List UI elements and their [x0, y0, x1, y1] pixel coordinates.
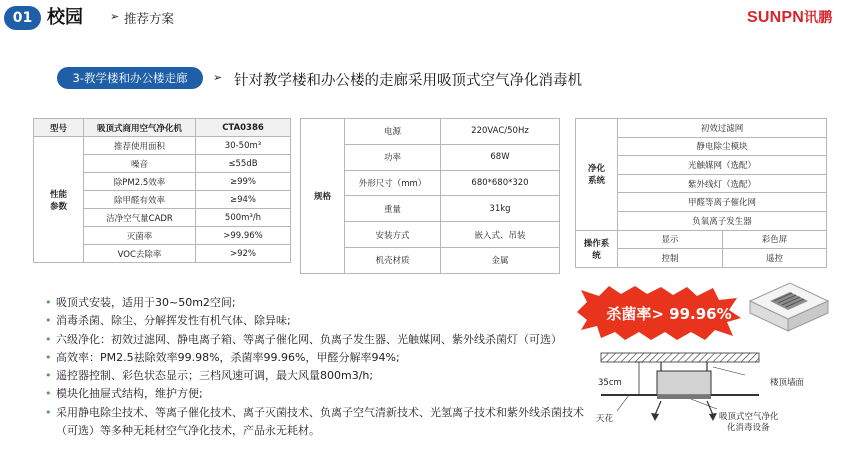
list-item: • 消毒杀菌、除尘、分解挥发性有机气体、除异味; — [45, 312, 595, 330]
arrow-icon: ➢ — [110, 10, 120, 23]
table-header-cell: 吸顶式商用空气净化机 — [84, 119, 196, 137]
spec-table — [300, 118, 560, 274]
param-name: VOC去除率 — [84, 245, 196, 263]
ops-name: 控制 — [618, 249, 723, 268]
ops-value: 遥控 — [723, 249, 827, 268]
param-name: 重量 — [345, 196, 441, 222]
air-purifier-device-image — [744, 279, 832, 341]
group-label: 净化 系统 — [576, 119, 618, 231]
section-number-badge: 01 — [4, 6, 41, 30]
list-item: • 吸顶式安装，适用于30~50m2空间; — [45, 294, 595, 312]
param-name: 机壳材质 — [345, 247, 441, 273]
table-header-cell: 型号 — [34, 119, 84, 137]
device-label-line1: 吸顶式空气净化 — [719, 412, 779, 422]
bullet-dot-icon: • — [45, 332, 52, 346]
bullet-dot-icon: • — [45, 405, 52, 419]
bullet-dot-icon: • — [45, 296, 52, 309]
table-row — [576, 119, 827, 138]
list-item: • 遥控器控制、彩色状态显示；三档风速可调，最大风量800m3/h; — [45, 367, 595, 385]
bullet-dot-icon: • — [45, 314, 52, 328]
group-label: 操作系 统 — [576, 230, 618, 267]
group-label: 性能 参数 — [34, 137, 84, 263]
purify-item: 初效过滤网 — [618, 119, 827, 138]
param-value: 680*680*320 — [441, 170, 560, 196]
performance-table — [33, 118, 291, 263]
purify-item: 光触媒网（选配） — [618, 156, 827, 175]
param-name: 除甲醛有效率 — [84, 191, 196, 209]
list-item: • 模块化抽屉式结构，维护方便; — [45, 385, 595, 403]
purify-item: 紫外线灯（选配） — [618, 174, 827, 193]
param-name: 洁净空气量CADR — [84, 209, 196, 227]
section-pill: 3-教学楼和办公楼走廊 — [57, 67, 203, 89]
param-value: 金属 — [441, 247, 560, 273]
brand-logo — [747, 7, 832, 27]
ceiling-label: 天花 — [596, 414, 614, 424]
param-value: 30-50m³ — [196, 137, 291, 155]
group-label: 规格 — [301, 119, 345, 274]
ops-value: 彩色屏 — [723, 230, 827, 249]
param-value: 500m³/h — [196, 209, 291, 227]
purify-item: 甲醛等离子催化网 — [618, 193, 827, 212]
section-title: 针对教学楼和办公楼的走廊采用吸顶式空气净化消毒机 — [234, 73, 582, 89]
param-value: >92% — [196, 245, 291, 263]
system-table — [575, 118, 827, 268]
param-name: 功率 — [345, 144, 441, 170]
bullet-dot-icon: • — [45, 387, 52, 401]
param-name: 外形尺寸（mm） — [345, 170, 441, 196]
param-name: 推荐使用面积 — [84, 137, 196, 155]
table-row — [576, 230, 827, 249]
table-header-cell: CTA0386 — [196, 119, 291, 137]
bullet-dot-icon: • — [45, 350, 52, 364]
purify-item: 静电除尘模块 — [618, 137, 827, 156]
list-item: • 高效率：PM2.5祛除效率99.98%，杀菌率99.96%，甲醛分解率94%; — [45, 349, 595, 367]
ops-name: 显示 — [618, 230, 723, 249]
table-row — [34, 137, 291, 155]
param-value: ≥99% — [196, 173, 291, 191]
param-name: 安装方式 — [345, 222, 441, 248]
list-item: • 采用静电除尘技术、等离子催化技术、离子灭菌技术、负离子空气清新技术、光氢离子技术和紫外线杀菌技术 — [45, 404, 595, 422]
wall-label: 楼顶墙面 — [770, 378, 805, 388]
device-label-line2: 化消毒设备 — [727, 423, 770, 433]
purify-item: 负氧离子发生器 — [618, 211, 827, 230]
param-value: 68W — [441, 144, 560, 170]
param-name: 电源 — [345, 119, 441, 145]
page-title: 校园 — [47, 7, 83, 28]
brand-logo-latin: SUNPN — [747, 9, 805, 26]
param-name: 除PM2.5效率 — [84, 173, 196, 191]
list-item: • 六级净化：初效过滤网、静电离子箱、等离子催化网、负离子发生器、光触媒网、紫外线杀菌灯（可选） — [45, 331, 595, 349]
list-item-continuation: （可选）等多种无耗材空气净化技术，产品永无耗材。 — [56, 424, 320, 438]
table-row — [301, 119, 560, 145]
feature-list — [45, 294, 595, 440]
param-value: ≥94% — [196, 191, 291, 209]
bullet-dot-icon: • — [45, 369, 52, 383]
page-subtitle: 推荐方案 — [124, 11, 175, 26]
param-value: 220VAC/50Hz — [441, 119, 560, 145]
param-name: 灭菌率 — [84, 227, 196, 245]
sterilization-badge: 杀菌率> 99.96% — [606, 305, 732, 323]
arrow-icon: ➢ — [213, 71, 223, 84]
param-name: 噪音 — [84, 155, 196, 173]
param-value: 31kg — [441, 196, 560, 222]
table-header-row — [34, 119, 291, 137]
param-value: 嵌入式、吊装 — [441, 222, 560, 248]
param-value: >99.96% — [196, 227, 291, 245]
brand-logo-chinese: 讯鹏 — [804, 10, 833, 26]
gap-dimension-label: 35cm — [598, 378, 622, 388]
param-value: ≤55dB — [196, 155, 291, 173]
